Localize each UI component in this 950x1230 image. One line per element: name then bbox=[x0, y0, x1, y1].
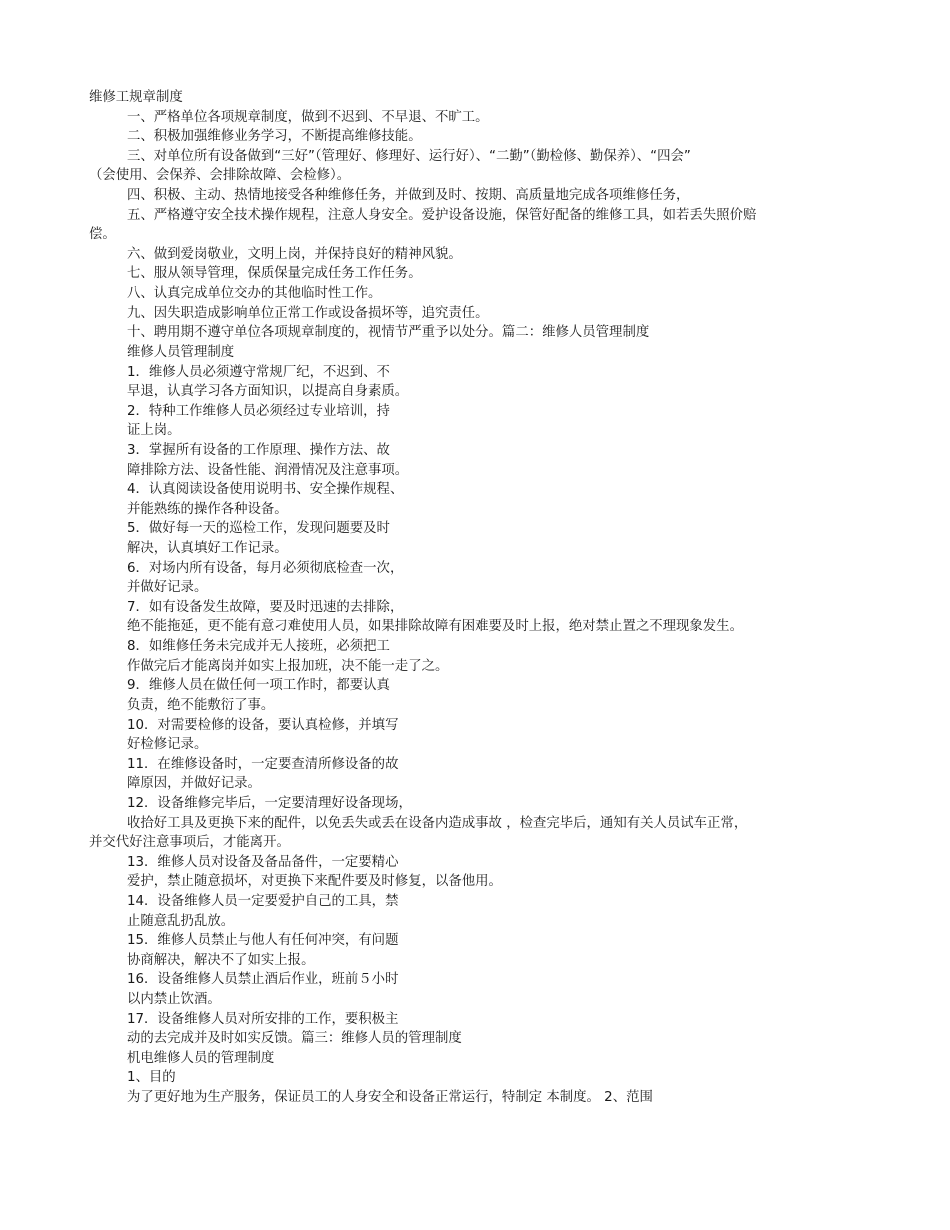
text-line: 并交代好注意事项后，才能离开。 bbox=[89, 835, 290, 851]
text-line: 七、服从领导管理，保质保量完成任务工作任务。 bbox=[127, 266, 422, 282]
text-line: 证上岗。 bbox=[127, 423, 181, 439]
text-line: 11．在维修设备时，一定要查清所修设备的故 bbox=[127, 756, 399, 772]
text-line: 3．掌握所有设备的工作原理、操作方法、故 bbox=[127, 442, 390, 458]
text-line: 解决，认真填好工作记录。 bbox=[127, 541, 288, 557]
text-line: 17．设备维修人员对所安排的工作，要积极主 bbox=[127, 1011, 399, 1027]
text-line: 协商解决，解决不了如实上报。 bbox=[127, 952, 315, 968]
text-line: 12．设备维修完毕后，一定要清理好设备现场， bbox=[127, 795, 412, 811]
text-line: 四、积极、主动、热情地接受各种维修任务，并做到及时、按期、高质量地完成各项维修任务， bbox=[127, 188, 690, 204]
text-line: 一、严格单位各项规章制度，做到不迟到、不早退、不旷工。 bbox=[127, 109, 489, 125]
text-line: 以内禁止饮酒。 bbox=[127, 992, 221, 1008]
text-line: 止随意乱扔乱放。 bbox=[127, 913, 235, 929]
text-line: 障排除方法、设备性能、润滑情况及注意事项。 bbox=[127, 462, 409, 478]
text-line: 7．如有设备发生故障，要及时迅速的去排除， bbox=[127, 599, 404, 615]
text-line: 障原因，并做好记录。 bbox=[127, 776, 261, 792]
text-line: 八、认真完成单位交办的其他临时性工作。 bbox=[127, 286, 382, 302]
section-heading: 机电维修人员的管理制度 bbox=[127, 1050, 275, 1066]
text-line: 为了更好地为生产服务，保证员工的人身安全和设备正常运行，特制定 本制度。 2、范围 bbox=[127, 1090, 653, 1106]
document-title: 维修工规章制度 bbox=[89, 90, 183, 105]
text-line: 14．设备维修人员一定要爱护自己的工具，禁 bbox=[127, 893, 399, 909]
text-line: 13．维修人员对设备及备品备件，一定要精心 bbox=[127, 854, 399, 870]
text-line: 六、做到爱岗敬业，文明上岗，并保持良好的精神风貌。 bbox=[127, 246, 462, 262]
text-line: 收拾好工具及更换下来的配件，以免丢失或丢在设备内造成事故 ，检查完毕后，通知有关人员试车正常， bbox=[127, 815, 748, 831]
text-line: 并做好记录。 bbox=[127, 580, 208, 596]
text-line: 五、严格遵守安全技术操作规程，注意人身安全。爱护设备设施，保管好配备的维修工具，如若丢失照价赔 bbox=[127, 207, 757, 223]
text-line: 16．设备维修人员禁止酒后作业，班前５小时 bbox=[127, 972, 399, 988]
text-line: 爱护，禁止随意损坏，对更换下来配件要及时修复，以备他用。 bbox=[127, 874, 502, 890]
text-line: 4．认真阅读设备使用说明书、安全操作规程、 bbox=[127, 482, 404, 498]
text-line: （会使用、会保养、会排除故障、会检修）。 bbox=[89, 168, 351, 184]
text-line: 并能熟练的操作各种设备。 bbox=[127, 501, 288, 517]
text-line: 偿。 bbox=[89, 227, 116, 243]
text-line: 15．维修人员禁止与他人有任何冲突，有问题 bbox=[127, 933, 399, 949]
text-line: 8．如维修任务未完成并无人接班，必须把工 bbox=[127, 639, 390, 655]
text-line: 1．维修人员必须遵守常规厂纪，不迟到、不 bbox=[127, 364, 390, 380]
section-heading: 维修人员管理制度 bbox=[127, 344, 235, 360]
text-line: 6．对场内所有设备，每月必须彻底检查一次， bbox=[127, 560, 404, 576]
text-line: 1、目的 bbox=[127, 1070, 176, 1086]
text-line: 二、积极加强维修业务学习，不断提高维修技能。 bbox=[127, 129, 422, 145]
text-line: 三、对单位所有设备做到“三好”（管理好、修理好、运行好）、“二勤”（勤检修、勤保养）、“四会” bbox=[127, 148, 691, 164]
text-line: 动的去完成并及时如实反馈。篇三：维修人员的管理制度 bbox=[127, 1031, 462, 1047]
document-body bbox=[89, 88, 861, 1108]
text-line: 负责，绝不能敷衍了事。 bbox=[127, 697, 275, 713]
text-line: 九、因失职造成影响单位正常工作或设备损坏等，追究责任。 bbox=[127, 305, 489, 321]
text-line: 作做完后才能离岗并如实上报加班，决不能一走了之。 bbox=[127, 658, 449, 674]
text-line: 早退，认真学习各方面知识，以提高自身素质。 bbox=[127, 384, 409, 400]
text-line: 10．对需要检修的设备，要认真检修，并填写 bbox=[127, 717, 399, 733]
text-line: 9．维修人员在做任何一项工作时，都要认真 bbox=[127, 678, 390, 694]
text-line: 绝不能拖延，更不能有意刁难使用人员，如果排除故障有困难要及时上报，绝对禁止置之不理现象发生。 bbox=[127, 619, 743, 635]
text-line: 十、聘用期不遵守单位各项规章制度的，视情节严重予以处分。篇二：维修人员管理制度 bbox=[127, 325, 650, 341]
text-line: 5．做好每一天的巡检工作，发现问题要及时 bbox=[127, 521, 390, 537]
text-line: 2．特种工作维修人员必须经过专业培训，持 bbox=[127, 403, 390, 419]
text-line: 好检修记录。 bbox=[127, 737, 208, 753]
